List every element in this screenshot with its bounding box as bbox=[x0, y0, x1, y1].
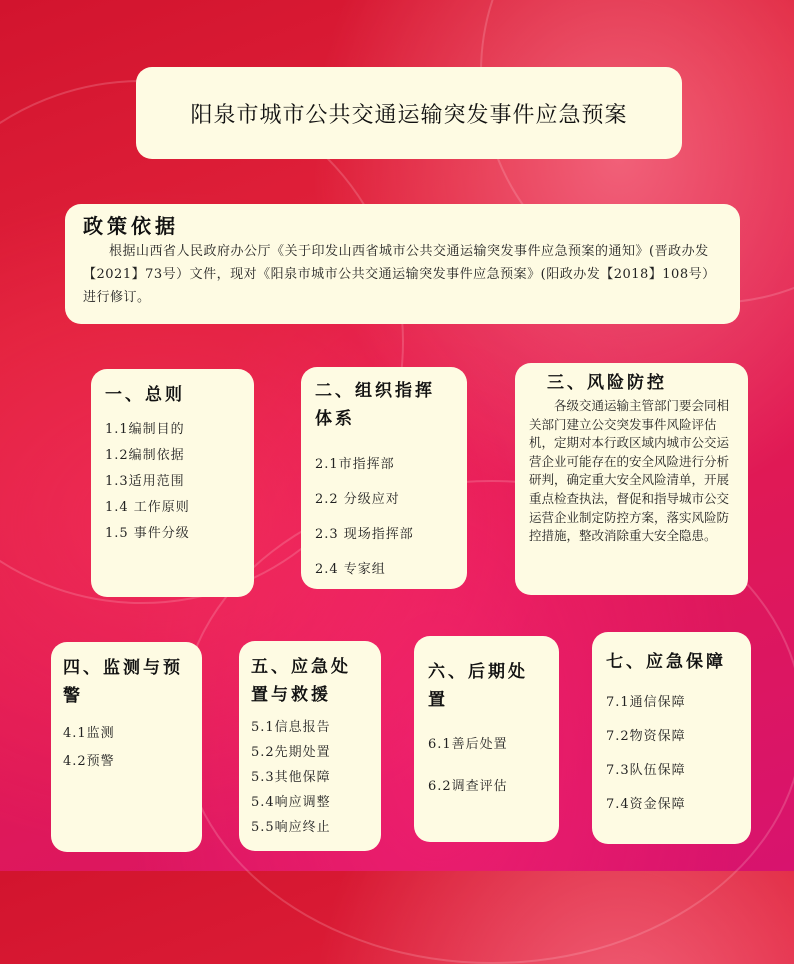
section-heading: 五、应急处置与救援 bbox=[251, 657, 351, 705]
section-list bbox=[251, 715, 369, 840]
list-item: 2.4 专家组 bbox=[315, 562, 386, 577]
section-list bbox=[606, 686, 737, 822]
section-card-general bbox=[91, 369, 254, 597]
section-card-response bbox=[239, 641, 381, 851]
list-item: 1.1编制目的 bbox=[105, 422, 185, 437]
policy-basis-card bbox=[65, 204, 740, 324]
list-item: 2.3 现场指挥部 bbox=[315, 527, 414, 542]
section-card-monitoring bbox=[51, 642, 202, 852]
list-item: 7.4资金保障 bbox=[606, 797, 686, 812]
list-item: 5.2先期处置 bbox=[251, 745, 331, 760]
list-item: 1.4 工作原则 bbox=[105, 500, 190, 515]
section-list bbox=[105, 417, 240, 547]
list-item: 2.1市指挥部 bbox=[315, 457, 395, 472]
title-card bbox=[136, 67, 682, 159]
section-heading: 四、监测与预警 bbox=[63, 658, 183, 706]
list-item: 1.5 事件分级 bbox=[105, 526, 190, 541]
list-item: 5.3其他保障 bbox=[251, 770, 331, 785]
section-list bbox=[63, 720, 190, 776]
policy-basis-heading: 政策依据 bbox=[83, 214, 179, 238]
list-item: 5.1信息报告 bbox=[251, 720, 331, 735]
section-heading: 三、风险防控 bbox=[547, 373, 667, 393]
list-item: 6.2调查评估 bbox=[428, 779, 508, 794]
section-list bbox=[428, 724, 545, 808]
section-text: 各级交通运输主管部门要会同相关部门建立公交突发事件风险评估机，定期对本行政区域内城市公交运营企业可能存在的安全风险进行分析研判，确定重大安全风险清单，开展重点检查执法，督促和指导城市公交运营企业制定防控方案，落实风险防控措施，整改消除重大安全隐患。 bbox=[529, 398, 730, 544]
list-item: 6.1善后处置 bbox=[428, 737, 508, 752]
list-item: 7.1通信保障 bbox=[606, 695, 686, 710]
list-item: 2.2 分级应对 bbox=[315, 492, 400, 507]
list-item: 4.1监测 bbox=[63, 726, 115, 741]
section-heading: 二、组织指挥体系 bbox=[315, 381, 435, 429]
policy-basis-text: 根据山西省人民政府办公厅《关于印发山西省城市公共交通运输突发事件应急预案的通知》(晋政办发【2021】73号）文件，现对《阳泉市城市公共交通运输突发事件应急预案》(阳政办发【2018】108号）进行修订。 bbox=[83, 244, 716, 305]
list-item: 4.2预警 bbox=[63, 754, 115, 769]
section-heading: 七、应急保障 bbox=[606, 652, 726, 672]
list-item: 1.3适用范围 bbox=[105, 474, 185, 489]
page-title: 阳泉市城市公共交通运输突发事件应急预案 bbox=[190, 102, 628, 128]
section-heading: 六、后期处置 bbox=[428, 662, 528, 710]
section-card-command bbox=[301, 367, 467, 589]
section-heading: 一、总则 bbox=[105, 385, 185, 405]
section-card-risk-control bbox=[515, 363, 748, 595]
list-item: 5.5响应终止 bbox=[251, 820, 331, 835]
list-item: 1.2编制依据 bbox=[105, 448, 185, 463]
list-item: 7.2物资保障 bbox=[606, 729, 686, 744]
section-card-guarantee bbox=[592, 632, 751, 844]
section-card-aftermath bbox=[414, 636, 559, 842]
list-item: 5.4响应调整 bbox=[251, 795, 331, 810]
list-item: 7.3队伍保障 bbox=[606, 763, 686, 778]
section-list bbox=[315, 447, 453, 587]
